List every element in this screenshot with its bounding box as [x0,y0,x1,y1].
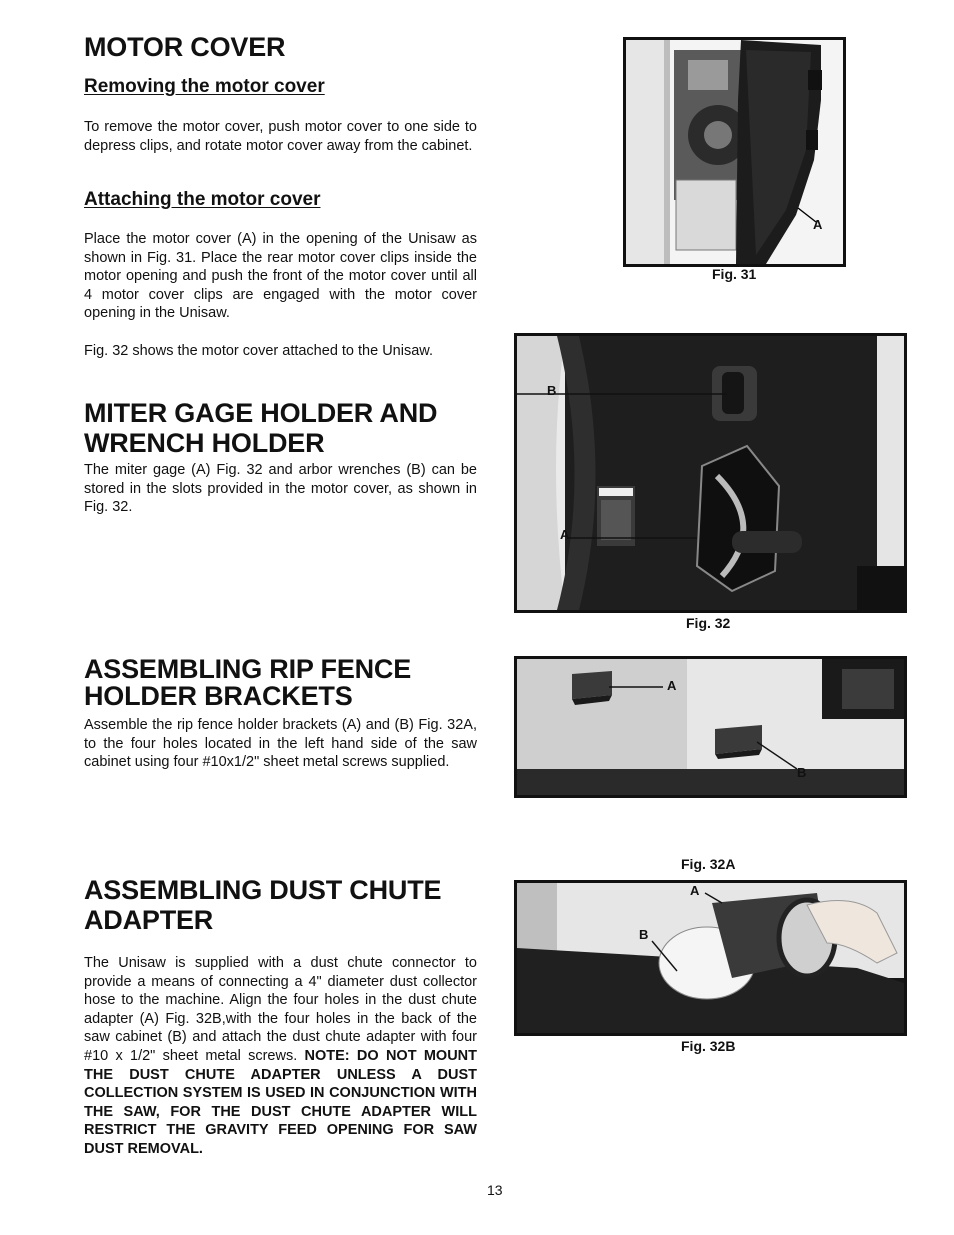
fig32-label-a: A [560,527,570,542]
dust-chute-title-line1: ASSEMBLING DUST CHUTE [84,875,442,905]
removing-heading: Removing the motor cover [84,76,325,97]
dust-chute-note: NOTE: DO NOT MOUNT THE DUST CHUTE ADAPTER UNLESS A DUST COLLECTION SYSTEM IS USED IN CONJUNCTION WITH THE SAW, FOR THE DUST CHUTE ADAPTER WILL RESTRICT THE GRAVITY FEED OPENING FOR SAW DUST REMOVAL. [84,1047,477,1157]
fig32-image [514,333,907,613]
miter-title-line1: MITER GAGE HOLDER AND [84,398,438,428]
fig32a-label-b: B [797,765,807,780]
fig32a-label-a: A [667,678,677,693]
fig31-image [623,37,846,267]
fig32a-caption: Fig. 32A [681,856,736,872]
fig32-caption: Fig. 32 [686,615,731,631]
miter-text: The miter gage (A) Fig. 32 and arbor wrenches (B) can be stored in the slots provided in the motor cover, as shown in Fig. 32. [84,462,477,516]
fig32b-caption: Fig. 32B [681,1038,736,1054]
fig32-label-b: B [547,383,557,398]
dust-chute-body: The Unisaw is supplied with a dust chute connector to provide a means of connecting a 4" diameter dust collector hose to the machine. Align the four holes in the dust chute adapter (A) Fig. 32B,with the four holes in the back of the saw cabinet (B) and attach the dust chute adapter with four #10 x 1/2" sheet metal screws. [84,955,477,1064]
fig32b-label-b: B [639,927,649,942]
miter-title [84,398,437,458]
fig32a-image [514,656,907,798]
rip-fence-title [84,656,411,710]
fig31-label-a: A [813,217,823,232]
fig32b-label-a: A [690,883,700,898]
miter-title-line2: WRENCH HOLDER [84,428,325,458]
attaching-text: Place the motor cover (A) in the opening of the Unisaw as shown in Fig. 31. Place the rear motor cover clips inside the motor opening and push the front of the motor cover until all 4 motor cover clips are engaged with the motor cover opening in the Unisaw. [84,231,477,322]
dust-chute-title-line2: ADAPTER [84,905,214,935]
removing-text: To remove the motor cover, push motor cover to one side to depress clips, and rotate motor cover away from the cabinet. [84,119,477,154]
attaching-text-2: Fig. 32 shows the motor cover attached to the Unisaw. [84,343,433,359]
motor-cover-title: MOTOR COVER [84,32,286,62]
rip-fence-title-line2: HOLDER BRACKETS [84,681,353,711]
rip-fence-title-line1: ASSEMBLING RIP FENCE [84,654,412,684]
attaching-heading: Attaching the motor cover [84,189,321,210]
fig31-caption: Fig. 31 [712,266,757,282]
fig32b-image [514,880,907,1036]
rip-fence-text: Assemble the rip fence holder brackets (A) and (B) Fig. 32A, to the four holes located in the left hand side of the saw cabinet using four #10x1/2" sheet metal screws supplied. [84,717,477,771]
page-number: 13 [487,1182,503,1198]
dust-chute-title [84,875,441,935]
dust-chute-text [84,954,477,1159]
